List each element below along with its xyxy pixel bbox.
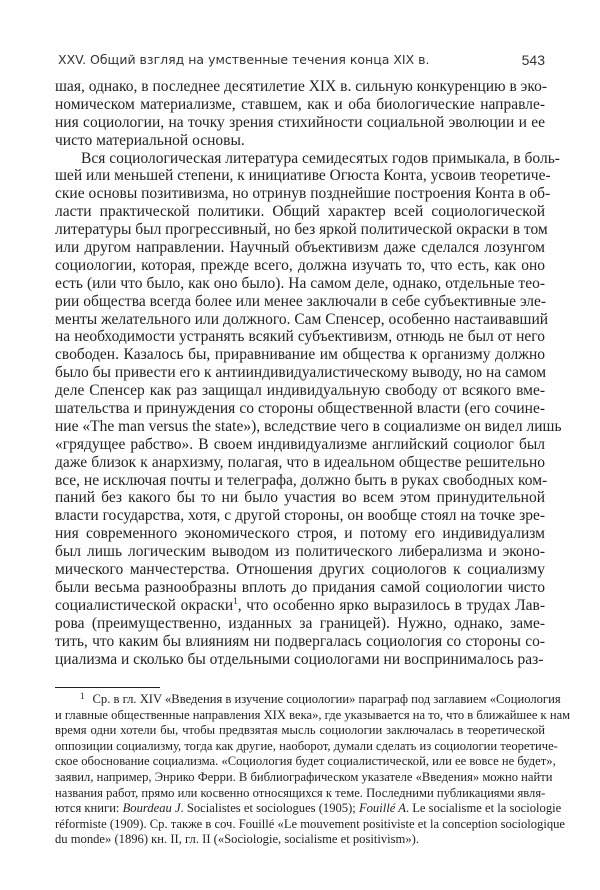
footnote-reference[interactable]: 1 xyxy=(233,595,238,606)
line-text: ния современного экономического строя, и потому его индивидуализм xyxy=(55,525,545,543)
text-line xyxy=(55,454,545,472)
footnote-line xyxy=(55,816,566,833)
line-text: социологии, которая, прежде всего, должна изучать то, что есть, как оно xyxy=(55,256,545,274)
main-text xyxy=(55,78,562,668)
line-text: на необходимости устранять всякий субъективизм, отнюдь не был от него xyxy=(55,328,545,346)
line-text: мического манчестерства. Отношения других социологов к социализму xyxy=(55,561,545,579)
line-text: деле Спенсер как раз защищал индивидуальную свободу от всякого вме- xyxy=(55,382,545,400)
footnote-text: оппозиции социализму, тогда как другие, наоборот, думали сделать из социологии теоретиче- xyxy=(55,738,558,753)
line-text: рии общества всегда более или менее заключали в себе субъективные эле- xyxy=(55,292,547,310)
text-line xyxy=(55,489,545,507)
text-line xyxy=(55,382,545,400)
line-text: номическом материализме, ставшем, как и оба биологические направле- xyxy=(55,95,545,113)
footnote-line xyxy=(55,707,571,724)
text-line xyxy=(55,507,545,525)
text-line xyxy=(55,346,545,364)
text-line xyxy=(55,633,545,651)
footnote-text: заявил, например, Энрико Ферри. В библиографическом указателе «Введения» можно найти xyxy=(55,769,553,784)
text-line xyxy=(55,310,549,329)
line-text: чисто материальной основы. xyxy=(55,131,245,149)
text-line xyxy=(55,132,545,150)
text-line xyxy=(55,221,548,239)
text-line xyxy=(55,543,545,561)
line-text: власти государства, хотя, с другой стороны, он вообще стоял на точке зре- xyxy=(55,507,545,525)
footnote-mark: 1 xyxy=(80,691,85,701)
text-line xyxy=(55,525,545,543)
line-text: был лишь логическим выводом из политического либерализма и эконо- xyxy=(55,543,545,561)
line-text: шательства и принуждения со стороны общественной власти (его сочине- xyxy=(55,400,545,418)
text-line xyxy=(55,597,545,615)
text-line xyxy=(55,328,545,346)
text-line xyxy=(55,96,545,114)
line-text: Вся социологическая литература семидесятых годов примыкала, в боль- xyxy=(81,149,560,167)
footnote-text: время одни хотели бы, чтобы предвзятая мысль социологии заключалась в теоретической xyxy=(55,723,545,738)
footnote-line xyxy=(55,769,553,786)
line-text: менты желательного или должного. Сам Спенсер, особенно настаивавший xyxy=(55,310,549,328)
footnote-line xyxy=(55,786,545,802)
line-text: ские основы позитивизма, но отринув позднейшие построения Конта в об- xyxy=(55,185,551,203)
line-text: или другом направлении. Научный объективизм даже сделался лозунгом xyxy=(55,239,545,257)
line-text: «грядущее рабство». В своем индивидуализме английский социолог был xyxy=(55,435,545,453)
footnote-text: Ср. в гл. XIV «Введения в изучение социологии» параграф под заглавием «Социология xyxy=(92,692,561,706)
running-header xyxy=(55,52,545,70)
text-line xyxy=(55,275,545,293)
line-text: социалистической окраски xyxy=(55,596,234,614)
footnote-line xyxy=(55,723,545,739)
text-line xyxy=(55,417,562,436)
footnote-text: названия работ, прямо или косвенно относящихся к теме. Последними публикациями явля- xyxy=(55,785,546,800)
text-line xyxy=(55,364,545,382)
text-line xyxy=(55,615,545,633)
page-number: 543 xyxy=(521,52,545,68)
line-text: паний без какого бы то ни было участия во всем этом принудительной xyxy=(55,489,545,507)
author-name: Fouillé A xyxy=(358,801,406,816)
footnote-text: ются книги: xyxy=(55,801,123,816)
text-line xyxy=(55,239,545,257)
line-text: тить, что каким бы влияниям ни подвергалась социология со стороны со- xyxy=(55,632,545,650)
footnote-divider xyxy=(55,687,160,688)
footnote-text: du monde» (1896) кн. II, гл. II («Sociologie, socialisme et positivism»). xyxy=(55,832,419,847)
footnote-line xyxy=(55,801,562,817)
text-line xyxy=(55,561,545,579)
footnote-text: ское обоснование социализма. «Социология будет социалистической, или ее вовсе не будет», xyxy=(55,754,556,769)
line-text: литературы был прогрессивный, но без яркой политической окраски в том xyxy=(55,221,548,239)
text-line xyxy=(55,114,545,132)
line-text: ния социологии, на точку зрения стихийности социальной эволюции и ее xyxy=(55,113,545,131)
text-line xyxy=(55,651,545,669)
footnote-line xyxy=(55,754,556,770)
text-line xyxy=(55,78,545,96)
footnote-line xyxy=(55,738,558,755)
line-text: , что особенно ярко выразилось в трудах Лав- xyxy=(237,596,546,614)
text-line xyxy=(55,579,545,597)
text-line xyxy=(55,257,545,275)
text-line xyxy=(55,293,545,311)
text-line xyxy=(55,167,551,185)
text-line xyxy=(55,400,545,418)
line-text: было бы привести его к антииндивидуалистическому выводу, но на самом xyxy=(55,364,547,382)
text-line xyxy=(55,185,551,203)
line-text: есть (или что было, как оно было). На самом деле, однако, отдельные тео- xyxy=(55,274,545,292)
line-text: ние «The man versus the state»), вследствие чего в социализме он видел лишь xyxy=(55,417,562,435)
line-text: свободен. Казалось бы, приравнивание им общества к организму должно xyxy=(55,346,545,364)
footnote-line xyxy=(55,691,561,708)
author-name: Bourdeau J xyxy=(122,801,181,816)
line-text: шая, однако, в последнее десятилетие XIX в. сильную конкуренцию в эко- xyxy=(55,78,547,95)
line-text: шей или меньшей степени, к инициативе Огюста Конта, усвоив теоретиче- xyxy=(55,167,551,185)
line-text: были весьма разнообразны вплоть до придания самой социологии чисто xyxy=(55,578,545,596)
running-title: XXV. Общий взгляд на умственные течения конца XIX в. xyxy=(58,52,430,67)
line-text: рова (преимущественно, изданных за границей). Нужно, однако, заме- xyxy=(55,614,545,632)
line-text: циализма и сколько бы отдельными социологами ни воспринималось раз- xyxy=(55,650,544,668)
line-text: все, не исключая почты и телеграфа, должно быть в руках свободных ком- xyxy=(55,471,548,489)
line-text: ласти практической политики. Общий характер всей социологической xyxy=(55,203,545,221)
text-line xyxy=(55,436,545,454)
footnote-text: . Le socialisme et la sociologie xyxy=(405,801,562,816)
footnote-text: . Socialistes et sociologues (1905); xyxy=(180,801,359,816)
footnote-line xyxy=(55,832,545,848)
footnote xyxy=(55,691,571,848)
text-line xyxy=(55,471,548,490)
text-line xyxy=(55,203,545,221)
footnote-text: и главные общественные направления XIX века», где указывается на то, что в ближайшее к нам xyxy=(55,707,571,722)
footnote-text: réformiste (1909). Ср. также в соч. Fouillé «Le mouvement positiviste et la conception sociologique xyxy=(55,816,566,831)
line-text: даже близок к анархизму, полагая, что в идеальном обществе решительно xyxy=(55,453,545,471)
text-line xyxy=(55,149,560,168)
